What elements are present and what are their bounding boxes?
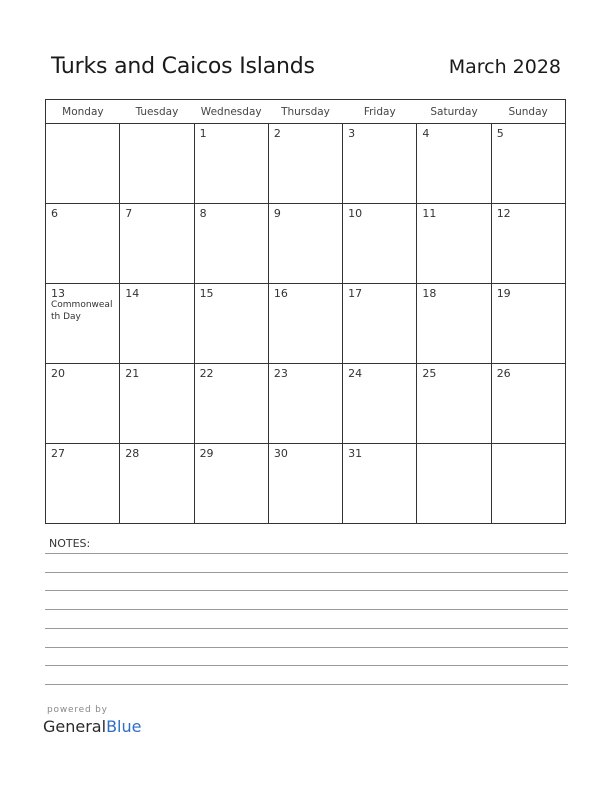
day-cell [343,364,417,444]
weekday-header: Saturday [417,100,491,124]
day-cell [417,364,491,444]
day-number: 13 [51,287,65,300]
notes-line [45,647,568,648]
notes-label: NOTES: [49,537,91,550]
day-number: 11 [422,207,437,220]
day-number: 7 [125,207,133,220]
day-number: 31 [348,447,363,460]
day-cell [417,284,491,364]
day-number: 18 [422,287,437,300]
day-number: 29 [199,447,214,460]
day-number: 3 [348,127,356,140]
day-cell [46,444,120,524]
notes-line [45,590,568,591]
day-cell [194,124,268,204]
day-number: 1 [199,127,207,140]
day-number: 26 [496,367,511,380]
calendar-week-row [46,204,566,284]
day-number: 24 [348,367,363,380]
day-number: 21 [125,367,140,380]
day-cell [120,284,194,364]
weekday-header: Monday [46,100,120,124]
day-number: 12 [496,207,511,220]
day-cell [268,124,342,204]
calendar-week-row [46,364,566,444]
weekday-header: Friday [343,100,417,124]
day-cell [417,204,491,284]
day-number: 16 [273,287,288,300]
day-number: 23 [273,367,288,380]
calendar-week-row [46,284,566,364]
day-cell [491,364,565,444]
day-cell [343,284,417,364]
day-cell [194,204,268,284]
day-number: 28 [125,447,140,460]
notes-line [45,553,568,554]
day-cell [120,444,194,524]
day-cell [120,124,194,204]
notes-line [45,684,568,685]
day-cell [268,444,342,524]
day-cell [491,444,565,524]
day-cell [46,124,120,204]
day-cell [268,284,342,364]
day-number: 14 [125,287,140,300]
day-cell [491,124,565,204]
day-number: 17 [348,287,363,300]
holiday-label: Commonwealth Day [51,300,113,322]
weekday-header: Sunday [491,100,565,124]
day-number: 10 [348,207,363,220]
day-number: 20 [51,367,65,380]
day-cell [46,204,120,284]
day-number: 27 [51,447,65,460]
day-number: 2 [273,127,281,140]
day-cell [194,364,268,444]
weekday-header: Wednesday [194,100,268,124]
notes-line [45,572,568,573]
notes-line [45,628,568,629]
day-cell [120,364,194,444]
weekday-header: Thursday [268,100,342,124]
day-cell [120,204,194,284]
day-cell [343,124,417,204]
day-cell [268,364,342,444]
weekday-header: Tuesday [120,100,194,124]
brand-general: General [43,717,107,736]
day-cell [46,364,120,444]
calendar-week-row [46,124,566,204]
calendar-title: Turks and Caicos Islands [51,54,315,79]
generalblue-logo [43,717,141,736]
day-cell [194,284,268,364]
day-number: 25 [422,367,437,380]
powered-by-text: powered by [47,705,108,715]
day-cell [417,124,491,204]
weekday-header-row [46,100,566,124]
day-cell [491,204,565,284]
day-number: 22 [199,367,214,380]
calendar-week-row [46,444,566,524]
day-number: 19 [496,287,511,300]
day-cell [343,444,417,524]
day-number: 15 [199,287,214,300]
day-number: 6 [51,207,58,220]
notes-line [45,665,568,666]
day-number: 30 [273,447,288,460]
day-number: 4 [422,127,430,140]
calendar-grid [45,99,566,524]
day-cell [491,284,565,364]
day-number: 5 [496,127,504,140]
day-cell [268,204,342,284]
day-cell [194,444,268,524]
day-number: 9 [273,207,281,220]
day-cell [46,284,120,364]
day-cell [417,444,491,524]
calendar-month: March 2028 [448,56,561,78]
brand-blue: Blue [106,717,142,736]
day-cell [343,204,417,284]
day-number: 8 [199,207,207,220]
notes-line [45,609,568,610]
